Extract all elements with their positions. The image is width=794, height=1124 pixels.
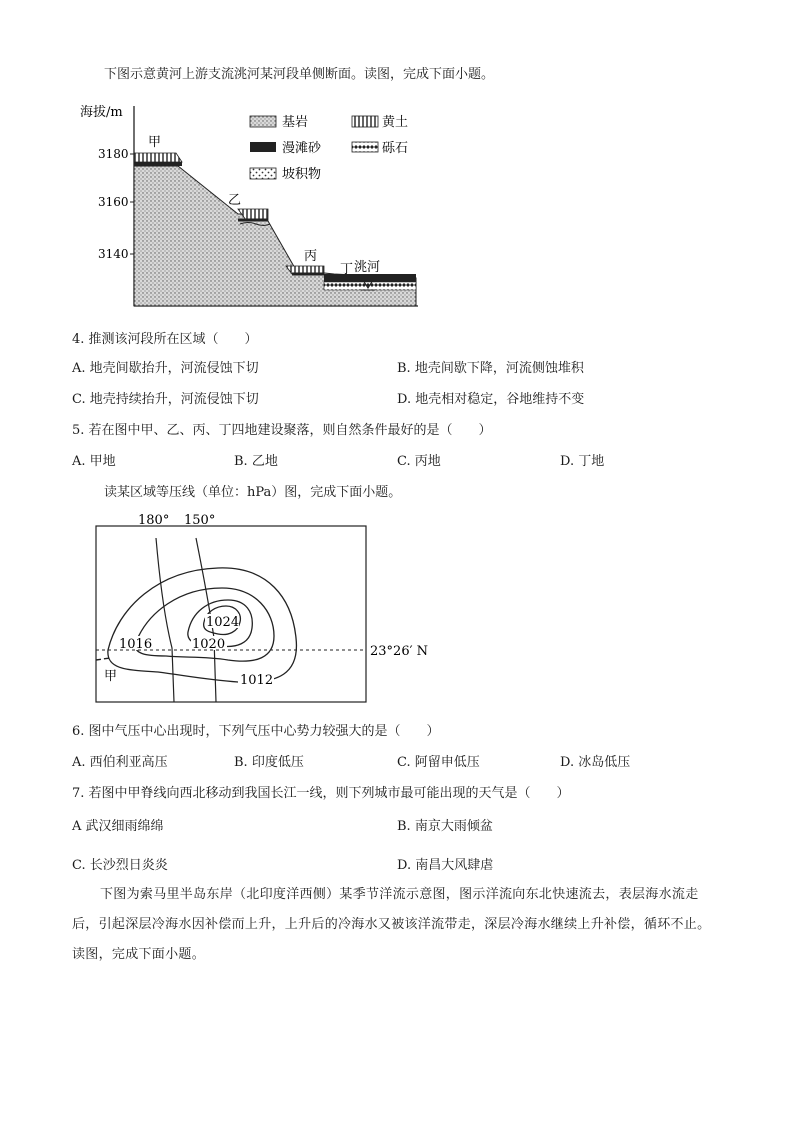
q5-option-d[interactable]: D. 丁地 <box>560 454 605 469</box>
q5-option-c[interactable]: C. 丙地 <box>397 454 441 469</box>
river-cross-section-figure <box>78 96 458 312</box>
q6-stem: 6. 图中气压中心出现时，下列气压中心势力较强大的是（ ） <box>72 724 440 739</box>
q7-option-a[interactable]: A 武汉细雨绵绵 <box>72 819 164 834</box>
tick-3180: 3180 <box>98 147 129 161</box>
legend <box>250 114 408 182</box>
tick-3140: 3140 <box>98 247 129 261</box>
q5-option-b[interactable]: B. 乙地 <box>234 454 278 469</box>
legend-floodplain-sand: 漫滩砂 <box>282 141 322 156</box>
floodplain-ding <box>324 274 416 282</box>
legend-gravel: 砾石 <box>382 141 409 156</box>
q4-option-a[interactable]: A. 地壳间歇抬升，河流侵蚀下切 <box>72 361 259 376</box>
q4-option-c[interactable]: C. 地壳持续抬升，河流侵蚀下切 <box>72 392 259 407</box>
q7-option-b[interactable]: B. 南京大雨倾盆 <box>397 819 493 834</box>
isobar-label-1012: 1012 <box>240 673 274 688</box>
label-ding: 丁 <box>340 262 354 277</box>
label-bing: 丙 <box>304 249 318 264</box>
q6-option-c[interactable]: C. 阿留申低压 <box>397 755 480 770</box>
intro-text-3: 下图为索马里半岛东岸（北印度洋西侧）某季节洋流示意图，图示洋流向东北快速流去，表层海水流走后，引起深层冷海水因补偿而上升，上升后的冷海水又被该洋流带走，深层冷海水继续上升补偿，循环不止。读图，完成下面小题。 <box>72 887 711 962</box>
legend-loess: 黄土 <box>382 115 409 130</box>
terrace-jia <box>134 153 182 162</box>
q4-option-b[interactable]: B. 地壳间歇下降，河流侧蚀堆积 <box>397 361 584 376</box>
tick-3160: 3160 <box>98 195 129 209</box>
q6-option-b[interactable]: B. 印度低压 <box>234 755 304 770</box>
q6-option-d[interactable]: D. 冰岛低压 <box>560 755 631 770</box>
isobar-map-figure <box>88 508 448 708</box>
isobar-label-1024: 1024 <box>206 615 240 630</box>
lon-label-180: 180° <box>138 513 170 528</box>
y-axis-label: 海拔/m <box>80 105 123 120</box>
label-jia: 甲 <box>148 135 162 150</box>
legend-slope-deposit: 坡积物 <box>282 167 322 182</box>
label-river: 洮河 <box>354 260 381 275</box>
intro-text-1: 下图示意黄河上游支流洮河某河段单侧断面。读图，完成下面小题。 <box>104 67 495 82</box>
lat-label: 23°26′ N <box>370 644 429 659</box>
isobar-label-1020: 1020 <box>192 637 226 652</box>
q7-option-c[interactable]: C. 长沙烈日炎炎 <box>72 858 168 873</box>
q6-option-a[interactable]: A. 西伯利亚高压 <box>72 755 168 770</box>
intro-text-2: 读某区域等压线（单位：hPa）图，完成下面小题。 <box>104 485 402 500</box>
legend-bedrock: 基岩 <box>282 115 309 130</box>
q7-stem: 7. 若图中甲脊线向西北移动到我国长江一线，则下列城市最可能出现的天气是（ ） <box>72 786 570 801</box>
label-yi: 乙 <box>228 193 242 208</box>
q7-option-d[interactable]: D. 南昌大风肆虐 <box>397 858 494 873</box>
isobar-label-1016: 1016 <box>119 637 153 652</box>
q5-option-a[interactable]: A. 甲地 <box>72 454 116 469</box>
q4-option-d[interactable]: D. 地壳相对稳定，谷地维持不变 <box>397 392 585 407</box>
q4-stem: 4. 推测该河段所在区域（ ） <box>72 332 258 347</box>
label-jia-map: 甲 <box>104 669 118 684</box>
q5-stem: 5. 若在图中甲、乙、丙、丁四地建设聚落，则自然条件最好的是（ ） <box>72 423 492 438</box>
lon-label-150: 150° <box>184 513 216 528</box>
